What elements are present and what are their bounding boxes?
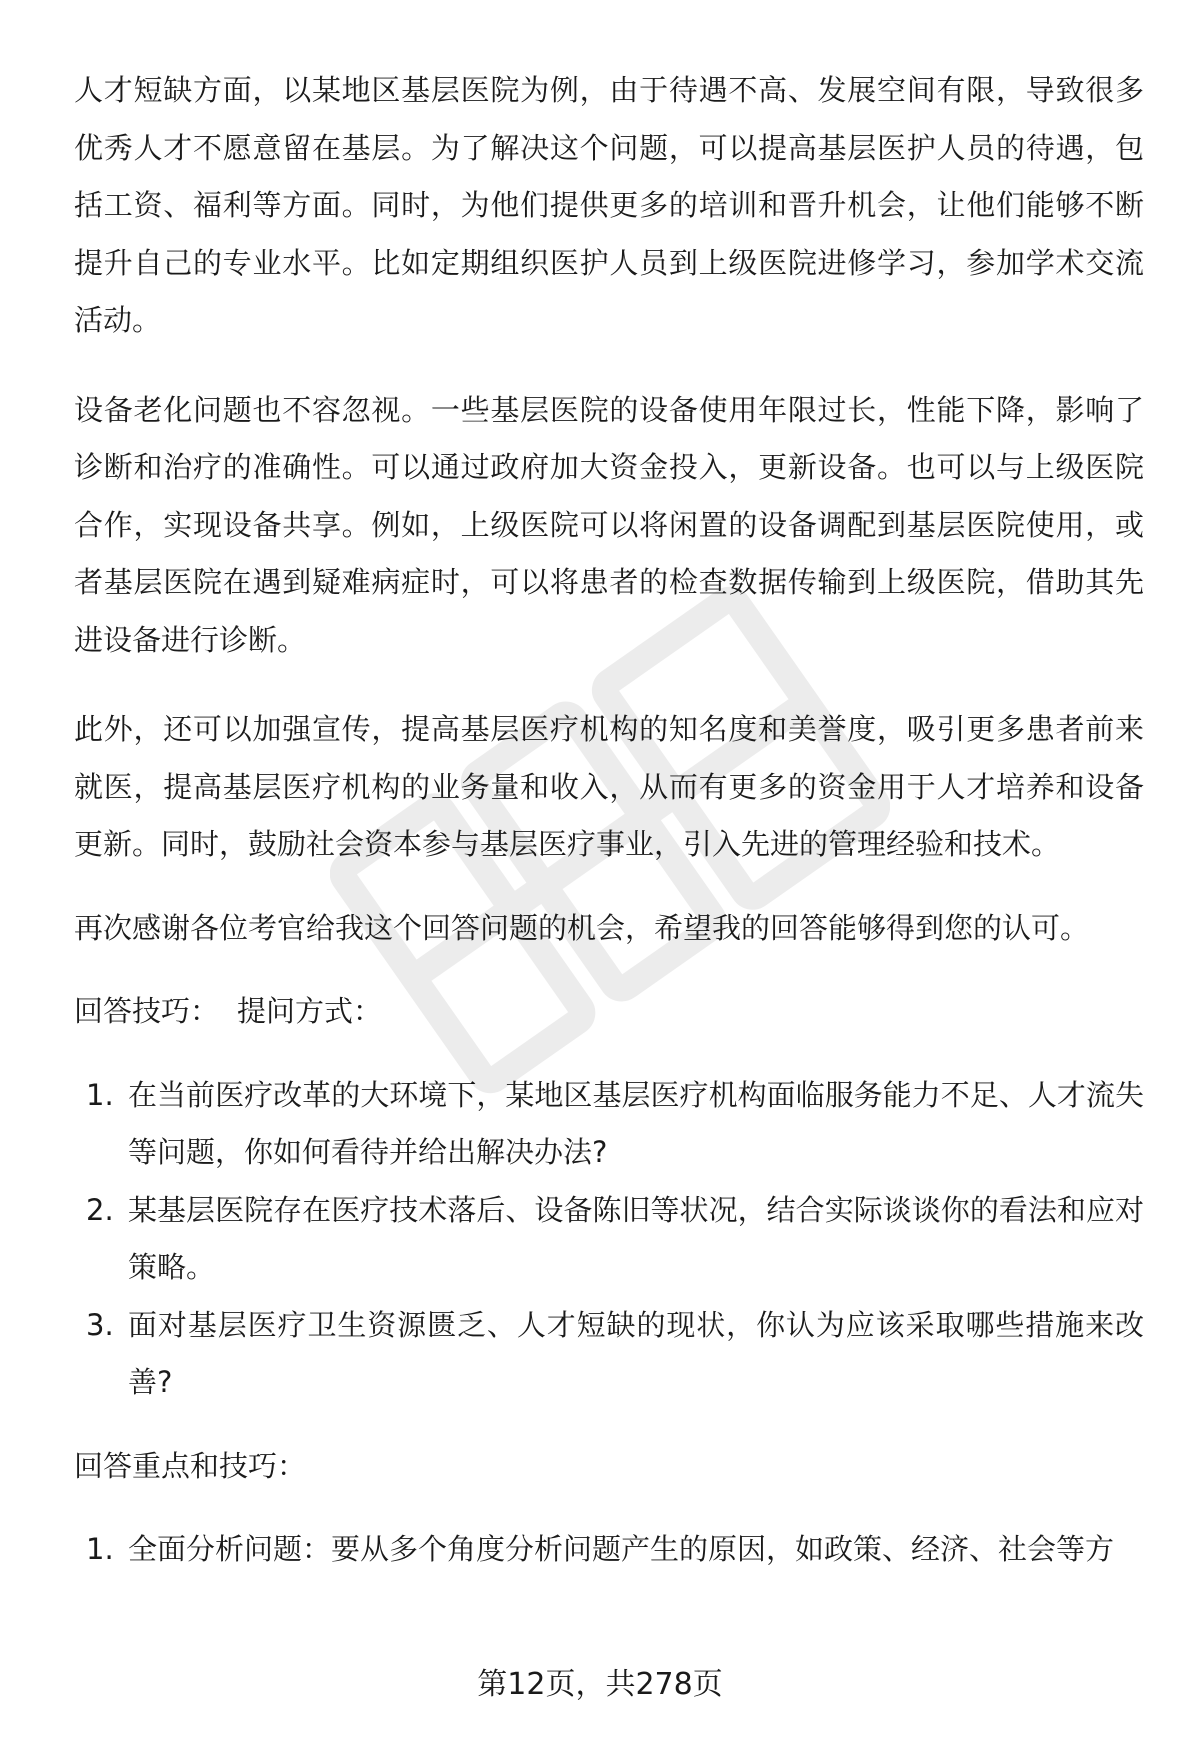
- list-text: 某基层医院存在医疗技术落后、设备陈旧等状况，结合实际谈谈你的看法和应对策略。: [128, 1192, 1144, 1284]
- list-number: 3.: [86, 1307, 114, 1342]
- list-item: [74, 1067, 1144, 1182]
- list-number: 2.: [86, 1192, 114, 1227]
- list-number: 1.: [86, 1532, 114, 1566]
- list-item: [74, 1297, 1144, 1412]
- key-points-list: [74, 1521, 1144, 1579]
- paragraph-thanks: 再次感谢各位考官给我这个回答问题的机会，希望我的回答能够得到您的认可。: [74, 910, 1090, 945]
- document-body: [74, 62, 1144, 1579]
- tips-heading: [74, 983, 1144, 1041]
- page-footer: 第12页，共278页: [477, 1667, 723, 1702]
- question-list: [74, 1067, 1144, 1412]
- list-text: 在当前医疗改革的大环境下，某地区基层医疗机构面临服务能力不足、人才流失等问题，你如何看待并给出解决办法?: [128, 1077, 1144, 1169]
- tips-heading-value: 提问方式：: [237, 994, 383, 1028]
- list-number: 1.: [86, 1077, 114, 1112]
- list-text: 面对基层医疗卫生资源匮乏、人才短缺的现状，你认为应该采取哪些措施来改善?: [128, 1307, 1144, 1399]
- paragraph-publicity: 此外，还可以加强宣传，提高基层医疗机构的知名度和美誉度，吸引更多患者前来就医，提高基层医疗机构的业务量和收入，从而有更多的资金用于人才培养和设备更新。同时，鼓励社会资本参与基层医疗事业，引入先进的管理经验和技术。: [74, 712, 1144, 861]
- paragraph-equipment-aging: 设备老化问题也不容忽视。一些基层医院的设备使用年限过长，性能下降，影响了诊断和治疗的准确性。可以通过政府加大资金投入，更新设备。也可以与上级医院合作，实现设备共享。例如，上级医院可以将闲置的设备调配到基层医院使用，或者基层医院在遇到疑难病症时，可以将患者的检查数据传输到上级医院，借助其先进设备进行诊断。: [74, 392, 1144, 657]
- list-item: [74, 1182, 1144, 1297]
- list-text: 全面分析问题：要从多个角度分析问题产生的原因，如政策、经济、社会等方: [128, 1532, 1115, 1566]
- key-points-heading: 回答重点和技巧：: [74, 1448, 307, 1483]
- list-item: [74, 1521, 1144, 1579]
- tips-heading-label: 回答技巧：: [74, 994, 220, 1028]
- paragraph-talent-shortage: 人才短缺方面，以某地区基层医院为例，由于待遇不高、发展空间有限，导致很多优秀人才不愿意留在基层。为了解决这个问题，可以提高基层医护人员的待遇，包括工资、福利等方面。同时，为他们提供更多的培训和晋升机会，让他们能够不断提升自己的专业水平。比如定期组织医护人员到上级医院进修学习，参加学术交流活动。: [74, 73, 1144, 337]
